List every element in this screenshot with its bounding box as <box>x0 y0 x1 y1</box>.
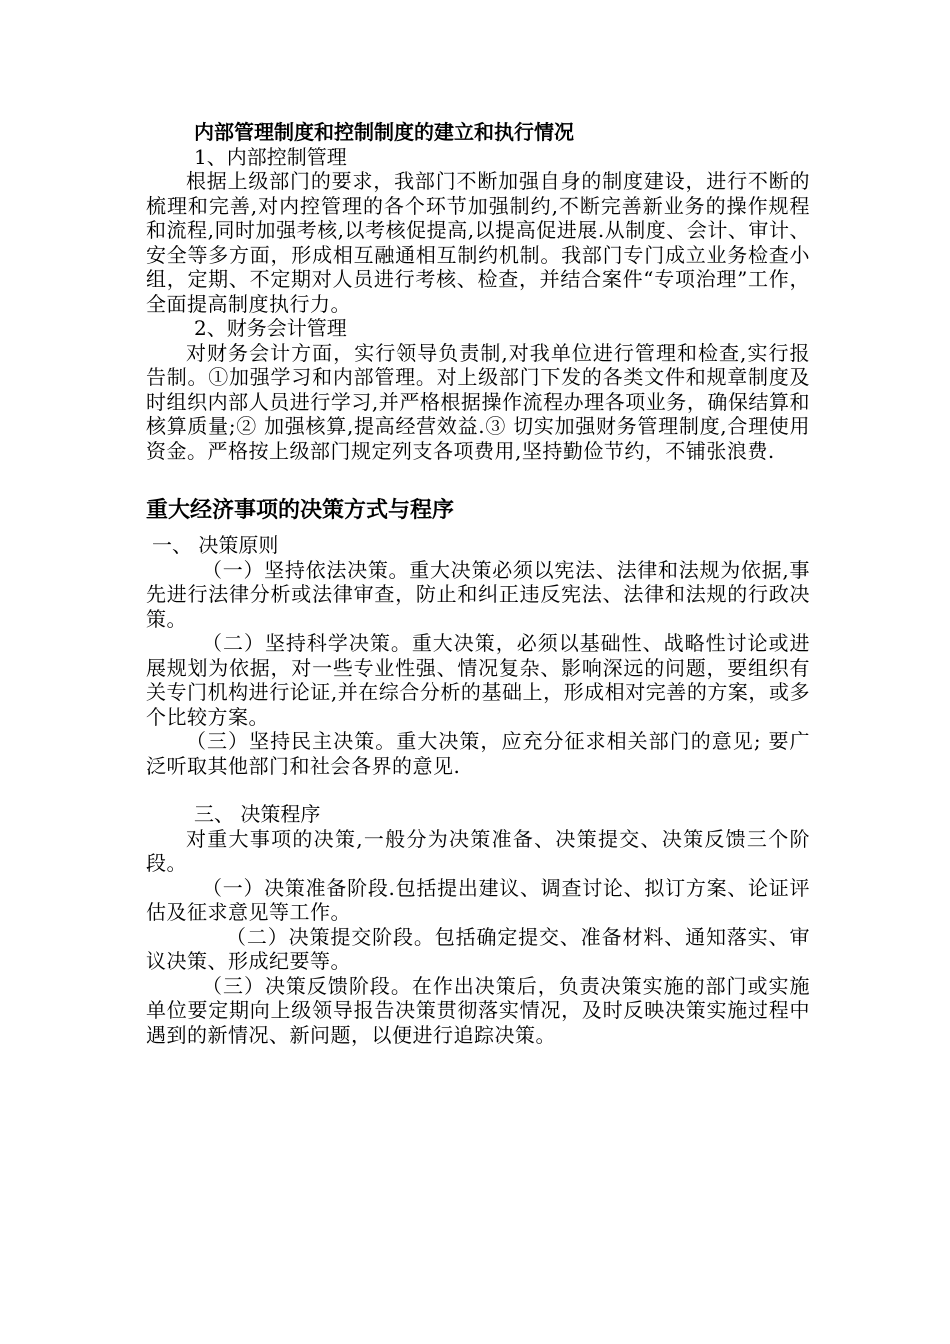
section1-title: 内部管理制度和控制制度的建立和执行情况 <box>194 120 574 144</box>
procedure-heading: 三、 决策程序 <box>194 802 321 826</box>
principle-2: （二）坚持科学决策。重大决策，必须以基础性、战略性讨论或进展规划为依据，对一些专业性强、情况复杂、影响深远的问题，要组织有关专门机构进行论证,并在综合分析的基础上，形成相对完善的方案，或多个比较方案。 <box>146 631 810 729</box>
item1-heading: 1、内部控制管理 <box>194 144 347 169</box>
document-page <box>146 120 810 1047</box>
item2-heading: 2、财务会计管理 <box>194 316 347 340</box>
item1-paragraph: 根据上级部门的要求，我部门不断加强自身的制度建设，进行不断的梳理和完善,对内控管理的各个环节加强制约,不断完善新业务的操作规程和流程,同时加强考核,以考核促提高,以提高促进展.从制度、会计、审计、安全等多方面，形成相互融通相互制约机制。我部门专门成立业务检查小组，定期、不定期对人员进行考核、检查，并结合案件“专项治理”工作，全面提高制度执行力。 <box>146 169 810 316</box>
item2-paragraph: 对财务会计方面，实行领导负责制,对我单位进行管理和检查,实行报告制。①加强学习和内部管理。对上级部门下发的各类文件和规章制度及时组织内部人员进行学习,并严格根据操作流程办理各项业务，确保结算和核算质量;② 加强核算,提高经营效益.③ 切实加强财务管理制度,合理使用资金。严格按上级部门规定列支各项费用,坚持勤俭节约，不铺张浪费. <box>146 340 810 463</box>
spacer <box>146 778 810 802</box>
stage-1: （一）决策准备阶段.包括提出建议、调查讨论、拟订方案、论证评估及征求意见等工作。 <box>146 875 810 924</box>
principle-3: （三）坚持民主决策。重大决策，应充分征求相关部门的意见; 要广泛听取其他部门和社会各界的意见. <box>146 729 810 778</box>
principles-heading: 一、 决策原则 <box>152 533 279 557</box>
procedure-intro: 对重大事项的决策,一般分为决策准备、决策提交、决策反馈三个阶段。 <box>146 826 810 875</box>
section2-title: 重大经济事项的决策方式与程序 <box>146 497 455 523</box>
stage-3: （三）决策反馈阶段。在作出决策后，负责决策实施的部门或实施单位要定期向上级领导报告决策贯彻落实情况，及时反映决策实施过程中遇到的新情况、新问题，以便进行追踪决策。 <box>146 973 810 1047</box>
principle-1: （一）坚持依法决策。重大决策必须以宪法、法律和法规为依据,事先进行法律分析或法律审查，防止和纠正违反宪法、法律和法规的行政决策。 <box>146 557 810 631</box>
stage-2: （二）决策提交阶段。包括确定提交、准备材料、通知落实、审议决策、形成纪要等。 <box>146 924 810 973</box>
